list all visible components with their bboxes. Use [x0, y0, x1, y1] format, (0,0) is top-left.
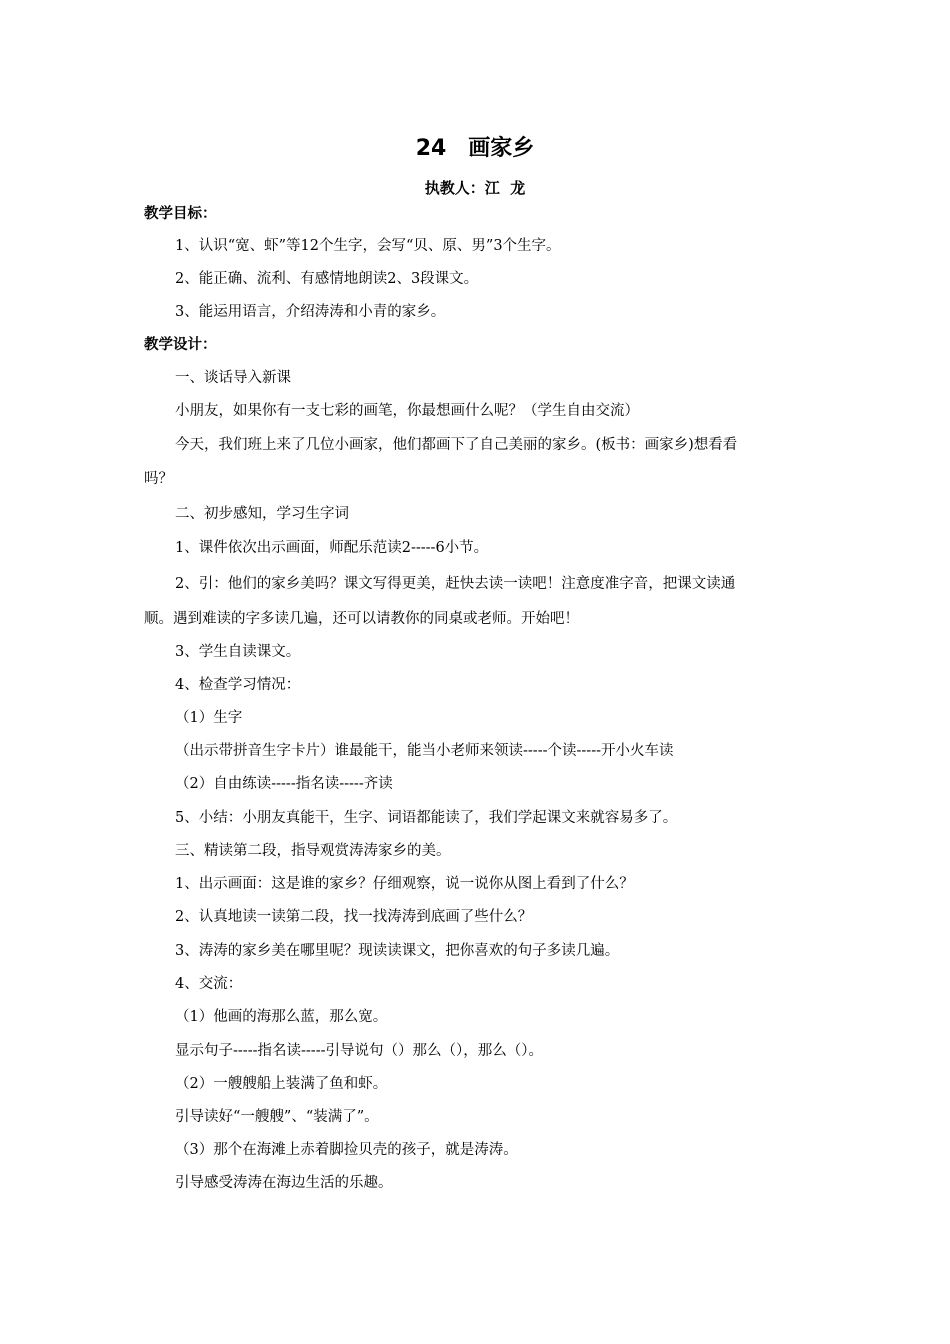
paragraph-line: 1、课件依次出示画面，师配乐范读2-----6小节。 [175, 540, 489, 556]
paragraph-line: 引导读好“一艘艘”、“装满了”。 [175, 1109, 379, 1125]
paragraph-line: 引导感受涛涛在海边生活的乐趣。 [175, 1175, 393, 1191]
goals-heading: 教学目标： [144, 206, 217, 222]
paragraph-line: 小朋友，如果你有一支七彩的画笔，你最想画什么呢？（学生自由交流） [175, 403, 639, 419]
design-heading: 教学设计： [144, 337, 217, 353]
paragraph-line: 2、引：他们的家乡美吗？课文写得更美，赶快去读一读吧！注意度准字音，把课文读通 [175, 576, 736, 592]
goal-item: 1、认识“宽、虾”等12个生字，会写“贝、原、男”3个生字。 [175, 238, 561, 254]
goal-item: 3、能运用语言，介绍涛涛和小青的家乡。 [175, 304, 446, 320]
paragraph-line: 4、交流： [175, 976, 243, 992]
paragraph-line: 1、出示画面：这是谁的家乡？仔细观察，说一说你从图上看到了什么？ [175, 876, 634, 892]
author-line: 执教人：江 龙 [424, 179, 526, 197]
paragraph-line: 3、学生自读课文。 [175, 644, 301, 660]
paragraph-line: 5、小结：小朋友真能干，生字、词语都能读了，我们学起课文来就容易多了。 [175, 810, 678, 826]
paragraph-line: 吗？ [144, 471, 173, 487]
paragraph-line: 显示句子-----指名读-----引导说句（）那么（），那么（）。 [175, 1043, 543, 1059]
paragraph-line: （1）生字 [175, 710, 243, 726]
paragraph-line: 2、认真地读一读第二段，找一找涛涛到底画了些什么？ [175, 909, 533, 925]
section-heading: 一、谈话导入新课 [175, 370, 291, 386]
paragraph-line: 3、涛涛的家乡美在哪里呢？现读读课文，把你喜欢的句子多读几遍。 [175, 943, 620, 959]
paragraph-line: （2）一艘艘船上装满了鱼和虾。 [175, 1076, 388, 1092]
paragraph-line: （出示带拼音生字卡片）谁最能干，能当小老师来领读-----个读-----开小火车读 [175, 743, 674, 759]
paragraph-line: 顺。遇到难读的字多读几遍，还可以请教你的同桌或老师。开始吧！ [144, 611, 579, 627]
paragraph-line: （2）自由练读-----指名读-----齐读 [175, 776, 393, 792]
paragraph-line: 今天，我们班上来了几位小画家，他们都画下了自己美丽的家乡。(板书：画家乡)想看看 [175, 437, 738, 453]
goal-item: 2、能正确、流利、有感情地朗读2、3段课文。 [175, 271, 479, 287]
paragraph-line: （3）那个在海滩上赤着脚捡贝壳的孩子，就是涛涛。 [175, 1142, 518, 1158]
section-heading: 三、精读第二段，指导观赏涛涛家乡的美。 [175, 843, 451, 859]
paragraph-line: （1）他画的海那么蓝，那么宽。 [175, 1009, 388, 1025]
section-heading: 二、初步感知，学习生字词 [175, 506, 349, 522]
document-title: 24 画家乡 [415, 136, 535, 161]
paragraph-line: 4、检查学习情况： [175, 677, 301, 693]
